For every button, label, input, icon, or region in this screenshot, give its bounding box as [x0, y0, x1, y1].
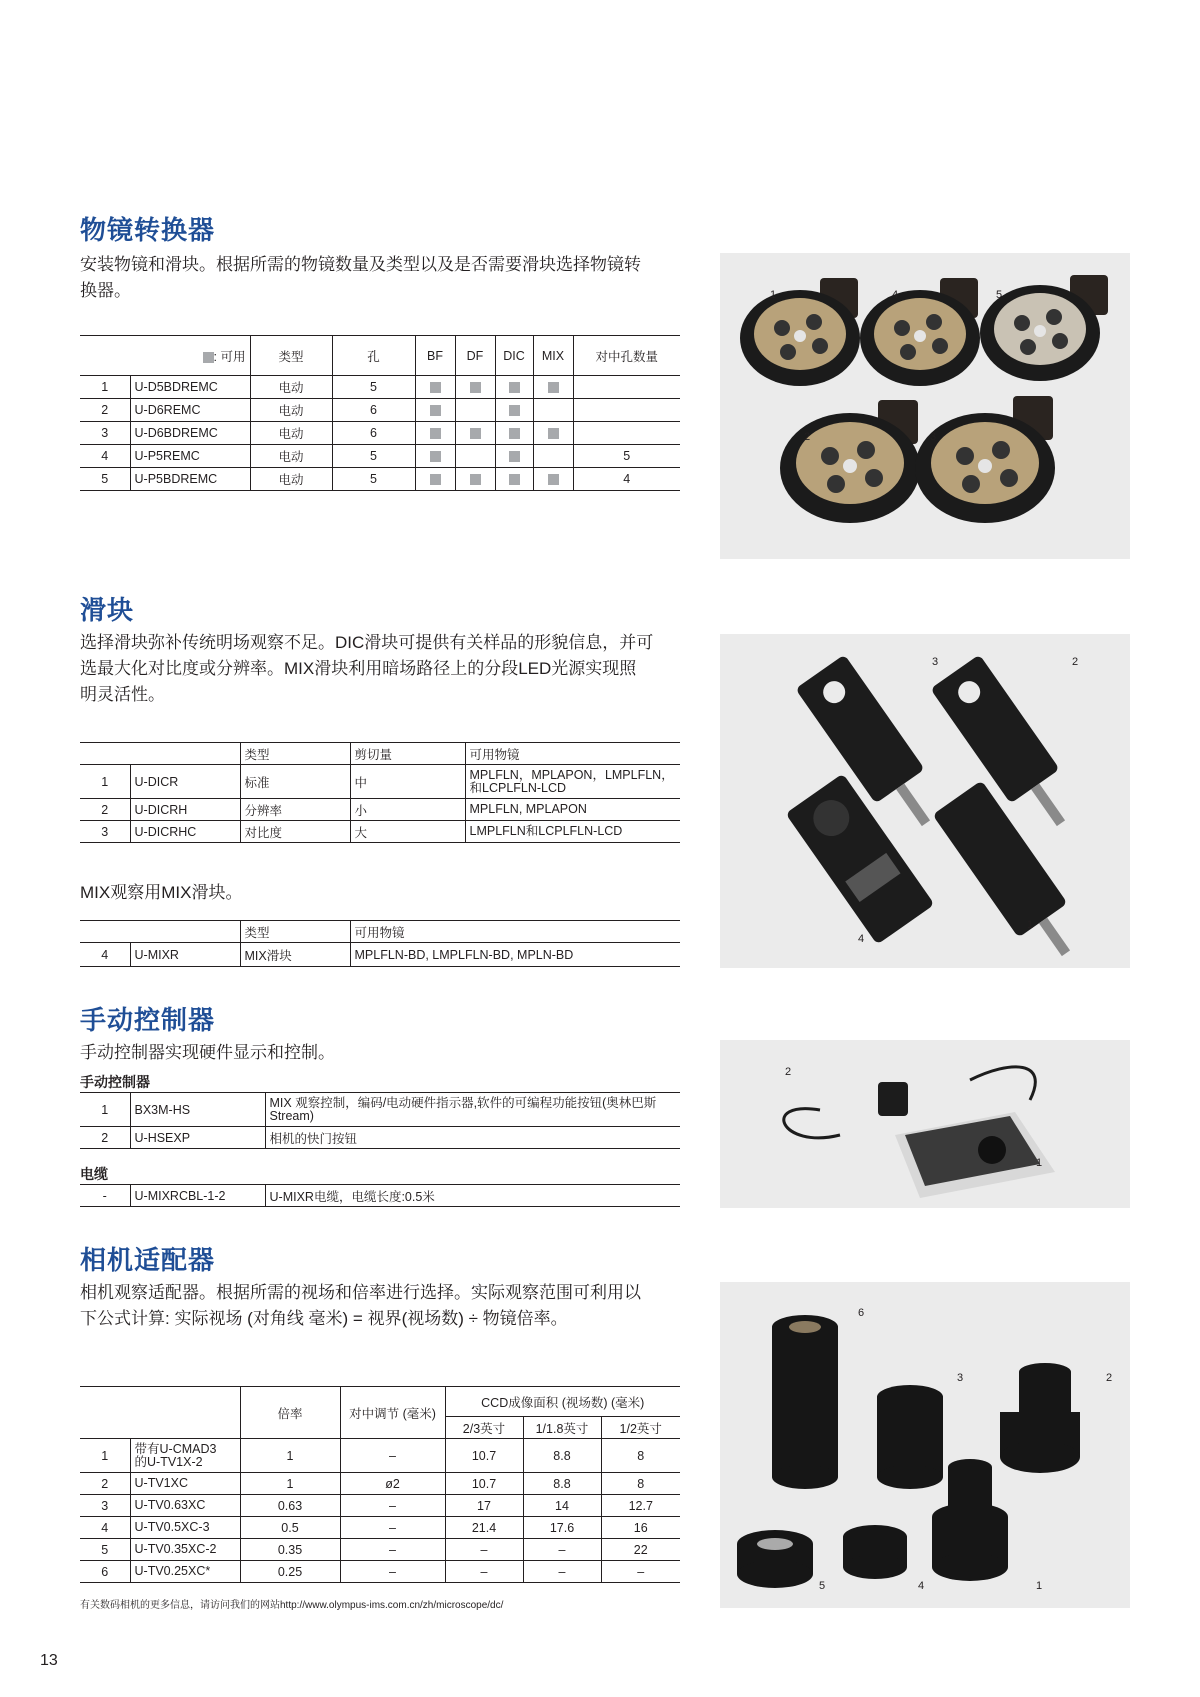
available-square-icon	[509, 474, 520, 485]
camera-footnote: 有关数码相机的更多信息，请访问我们的网站http://www.olympus-ims.com.cn/zh/microscope/dc/	[80, 1600, 504, 1611]
photo-label: 6	[858, 1307, 865, 1319]
slider-photo	[720, 634, 1130, 968]
manual-title: 手动控制器	[80, 1005, 216, 1035]
manual-subheading: 手动控制器	[80, 1074, 150, 1090]
photo-label: 2	[1106, 1372, 1113, 1384]
slider-illustration	[720, 634, 1130, 968]
available-square-icon	[509, 428, 520, 439]
table-row: 4 U-P5REMC 电动 5 5	[80, 445, 680, 468]
photo-label: 2	[785, 1066, 792, 1078]
available-square-icon	[509, 405, 520, 416]
table-row: 4 U-MIXR MIX滑块 MPLFLN-BD, LMPLFLN-BD, MPLN-BD	[80, 943, 680, 967]
photo-label: 3	[932, 656, 939, 668]
table-row: 2 U-HSEXP 相机的快门按钮	[80, 1127, 680, 1149]
available-square-icon	[509, 451, 520, 462]
table-row: 2 U-DICRH 分辨率 小 MPLFLN, MPLAPON	[80, 799, 680, 821]
available-square-icon	[470, 382, 481, 393]
photo-label: 4	[892, 289, 899, 301]
slider-title: 滑块	[80, 595, 135, 625]
available-square-icon	[548, 382, 559, 393]
revolver-table-header: : 可用 类型 孔 BF DF DIC MIX 对中孔数量	[80, 336, 680, 376]
camera-adapter-illustration	[720, 1282, 1130, 1608]
available-square-icon	[203, 352, 214, 363]
available-square-icon	[430, 405, 441, 416]
photo-label: 4	[918, 1580, 925, 1592]
mix-table: 类型 可用物镜 4 U-MIXR MIX滑块 MPLFLN-BD, LMPLFLN-BD, MPLN-BD	[80, 920, 680, 967]
available-square-icon	[430, 382, 441, 393]
camera-photo	[720, 1282, 1130, 1608]
photo-label: 5	[819, 1580, 826, 1592]
available-square-icon	[470, 474, 481, 485]
table-row: 1 U-DICR 标准 中 MPLFLN，MPLAPON，LMPLFLN， 和LCPLFLN-LCD	[80, 765, 680, 799]
available-square-icon	[470, 428, 481, 439]
slider-description: 选择滑块弥补传统明场观察不足。DIC滑块可提供有关样品的形貌信息，并可 选最大化对比度或分辨率。MIX滑块利用暗场路径上的分段LED光源实现照 明灵活性。	[80, 633, 654, 704]
table-row: 3 U-DICRHC 对比度 大 LMPLFLN和LCPLFLN-LCD	[80, 821, 680, 843]
manual-photo	[720, 1040, 1130, 1208]
photo-label: 1	[1036, 1157, 1043, 1169]
slider-table: 类型 剪切量 可用物镜 1 U-DICR 标准 中 MPLFLN，MPLAPON，LMPLFLN， 和LCPLFLN-LCD 2 U-DICRH 分辨率 小 MPLFLN, MPLAPON 3 U-DICRHC 对比度 大 LMPLFLN和LCPLFLN-LCD	[80, 742, 680, 843]
table-row: 5 U-P5BDREMC 电动 5 4	[80, 468, 680, 491]
available-square-icon	[430, 428, 441, 439]
available-square-icon	[548, 474, 559, 485]
photo-label: 2	[1072, 656, 1079, 668]
cable-table	[80, 1184, 680, 1207]
revolver-description: 安装物镜和滑块。根据所需的物镜数量及类型以及是否需要滑块选择物镜转 换器。	[80, 255, 641, 300]
photo-label: 3	[930, 431, 937, 443]
table-row: 5 U-TV0.35XC-2 0.35 – – – 22	[80, 1539, 680, 1561]
photo-label: 5	[996, 289, 1003, 301]
camera-description: 相机观察适配器。根据所需的视场和倍率进行选择。实际观察范围可利用以 下公式计算: 实际视场 (对角线 毫米) = 视界(视场数) ÷ 物镜倍率。	[80, 1283, 641, 1328]
controller-illustration	[720, 1040, 1130, 1208]
photo-label: 4	[858, 933, 865, 945]
manual-table	[80, 1092, 680, 1149]
available-square-icon	[430, 451, 441, 462]
available-square-icon	[509, 382, 520, 393]
table-row: 1 带有U-CMAD3 的U-TV1X-2 1 – 10.7 8.8 8	[80, 1439, 680, 1473]
table-row: 4 U-TV0.5XC-3 0.5 – 21.4 17.6 16	[80, 1517, 680, 1539]
revolver-table	[80, 335, 680, 491]
revolver-title: 物镜转换器	[80, 215, 216, 245]
table-row: 6 U-TV0.25XC* 0.25 – – – –	[80, 1561, 680, 1583]
mix-note: MIX观察用MIX滑块。	[80, 883, 243, 902]
available-square-icon	[430, 474, 441, 485]
revolver-photo	[720, 253, 1130, 559]
photo-label: 2	[804, 431, 811, 443]
manual-description: 手动控制器实现硬件显示和控制。	[80, 1043, 335, 1062]
photo-label: 1	[770, 289, 777, 301]
table-row: 1 BX3M-HS MIX 观察控制，编码/电动硬件指示器,软件的可编程功能按钮(奥林巴斯 Stream)	[80, 1093, 680, 1127]
table-row: 2 U-TV1XC 1 ø2 10.7 8.8 8	[80, 1473, 680, 1495]
photo-label: 1	[1027, 919, 1034, 931]
table-row: 3 U-D6BDREMC 电动 6	[80, 422, 680, 445]
table-row: 2 U-D6REMC 电动 6	[80, 399, 680, 422]
camera-title: 相机适配器	[80, 1245, 216, 1275]
page-number: 13	[40, 1652, 58, 1669]
photo-label: 3	[957, 1372, 964, 1384]
table-row: 1 U-D5BDREMC 电动 5	[80, 376, 680, 399]
revolver-illustration	[720, 253, 1130, 559]
cable-subheading: 电缆	[80, 1166, 108, 1182]
table-row: - U-MIXRCBL-1-2 U-MIXR电缆，电缆长度:0.5米	[80, 1185, 680, 1207]
available-square-icon	[548, 428, 559, 439]
table-row: 3 U-TV0.63XC 0.63 – 17 14 12.7	[80, 1495, 680, 1517]
camera-table: 倍率 对中调节 (毫米) CCD成像面积 (视场数) (毫米) 2/3英寸 1/1.8英寸 1/2英寸 1 带有U-CMAD3 的U-TV1X-2 1 – 10.7 8.8 8 2 U-TV1XC 1 ø2 10.7 8.8 8 3 U-TV0.63XC 0.63 – 17 14 12.7 4 U-TV0.5XC-3 0.5 – 21.4 17.6 16 5 U-TV0.35XC-2 0.35 – – – 22 6 U-TV0.25XC* 0.25 – – – –	[80, 1386, 680, 1583]
photo-label: 1	[1036, 1580, 1043, 1592]
